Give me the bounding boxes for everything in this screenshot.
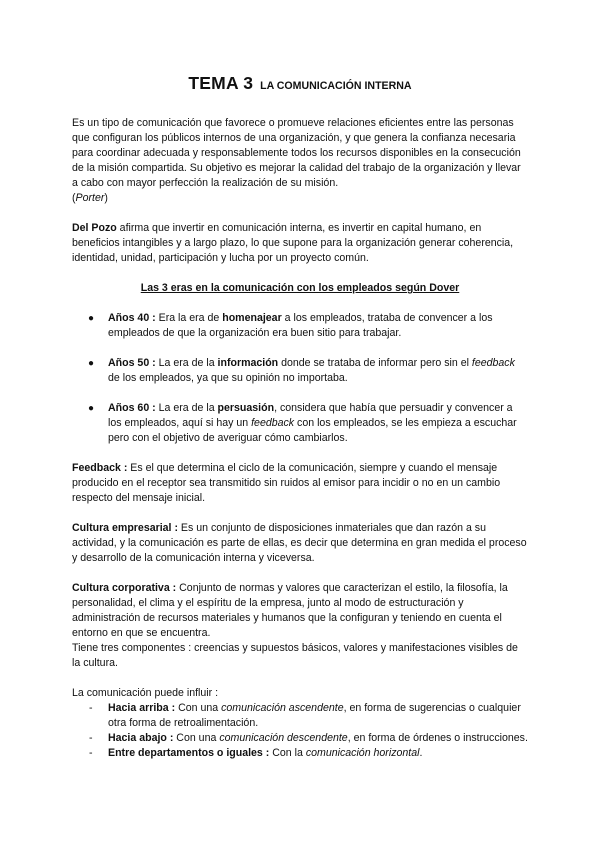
document-page	[72, 72, 528, 761]
list-item	[72, 731, 528, 746]
dash-bullet-icon: -	[89, 747, 93, 759]
era-key: persuasión	[217, 402, 275, 414]
era-text: , considera que había que persuadir y convencer a los empleados, aquí si hay un	[108, 402, 513, 429]
influir-label: Hacia arriba :	[108, 702, 176, 714]
feedback-label: Feedback :	[72, 462, 128, 474]
cite-open: (	[72, 192, 76, 204]
eras-list	[72, 311, 528, 446]
cultura-corporativa-paragraph	[72, 581, 528, 641]
dash-bullet-icon: -	[89, 702, 93, 714]
eras-heading: Las 3 eras en la comunicación con los empleados según Dover	[140, 282, 460, 294]
cite-close: )	[104, 192, 108, 204]
cultura-corporativa-text: Conjunto de normas y valores que caracterizan el estilo, la filosofía, la personalidad, el clima y el espíritu de la empresa, junto al modo de estructuración y administración de recursos materiales y humanos que la configuran y teniendo en cuenta el entorno en que se encuentra.	[72, 582, 508, 639]
era-italic: feedback	[471, 357, 515, 369]
era-text: con los empleados, se les empieza a escuchar pero con el objetivo de averiguar cómo cambiarlos.	[108, 417, 517, 444]
delpozo-name: Del Pozo	[72, 222, 117, 234]
bullet-dot-icon: ●	[88, 313, 95, 324]
influir-intro: La comunicación puede influir :	[72, 687, 219, 699]
era-text: Era la era de	[155, 312, 223, 324]
bullet-dot-icon: ●	[88, 403, 95, 414]
influir-list	[72, 701, 528, 761]
list-item	[72, 311, 528, 341]
cultura-corporativa-label: Cultura corporativa :	[72, 582, 177, 594]
influir-italic: comunicación ascendente	[221, 702, 344, 714]
delpozo-text: afirma que invertir en comunicación interna, es invertir en capital humano, en beneficios intangibles y a largo plazo, lo que supone para la organización generar coherencia, identidad, unidad, participación y lucha por un proyecto común.	[72, 222, 514, 264]
era-text: La era de la	[155, 402, 218, 414]
era-text: de los empleados, ya que su opinión no importaba.	[108, 372, 348, 384]
era-label: Años 40 :	[108, 312, 156, 324]
influir-text: Con una	[175, 702, 222, 714]
influir-text: , en forma de sugerencias o cualquier otra forma de retroalimentación.	[108, 702, 521, 729]
bullet-dot-icon: ●	[88, 358, 95, 369]
list-item	[72, 401, 528, 446]
influir-text: Con una	[173, 732, 220, 744]
intro-paragraph	[72, 116, 528, 206]
era-key: información	[217, 357, 279, 369]
era-label: Años 60 :	[108, 402, 156, 414]
cultura-empresarial-label: Cultura empresarial :	[72, 522, 178, 534]
list-item	[72, 701, 528, 731]
influir-label: Entre departamentos o iguales :	[108, 747, 270, 759]
delpozo-paragraph	[72, 221, 528, 266]
era-text: La era de la	[155, 357, 218, 369]
influir-text: , en forma de órdenes o instrucciones.	[347, 732, 528, 744]
era-key: homenajear	[222, 312, 282, 324]
influir-italic: comunicación horizontal	[305, 747, 420, 759]
era-label: Años 50 :	[108, 357, 156, 369]
feedback-paragraph	[72, 461, 528, 506]
influir-italic: comunicación descendente	[219, 732, 348, 744]
title-main: TEMA 3	[188, 73, 254, 93]
cite-author: Porter	[75, 192, 105, 204]
influir-text: .	[419, 747, 423, 759]
feedback-text: Es el que determina el ciclo de la comunicación, siempre y cuando el mensaje producido en el receptor sea transmitido sin ruidos al emisor para incidir o no en un cambio respecto del mensaje inicial.	[72, 462, 501, 504]
era-text: a los empleados, trataba de convencer a los empleados de que la organización era buen sitio para trabajar.	[108, 312, 493, 339]
era-text: donde se trataba de informar pero sin el	[278, 357, 472, 369]
cultura-empresarial-paragraph	[72, 521, 528, 566]
page-title	[72, 73, 528, 94]
influir-label: Hacia abajo :	[108, 732, 174, 744]
title-sub: LA COMUNICACIÓN INTERNA	[260, 80, 412, 92]
list-item	[72, 356, 528, 386]
influir-text: Con la	[269, 747, 306, 759]
dash-bullet-icon: -	[89, 732, 93, 744]
cultura-empresarial-text: Es un conjunto de disposiciones inmateriales que dan razón a su actividad, y la comunicación es parte de ellas, es decir que determina en gran medida el proceso y desarrollo de la comunicación interna y viceversa.	[72, 522, 527, 564]
intro-text: Es un tipo de comunicación que favorece o promueve relaciones eficientes entre las personas que configuran los públicos internos de una organización, y que genera la confianza necesaria para coordinar adecuada y responsablemente todos los recursos disponibles en la consecución de la misión compartida. Su objetivo es mejorar la calidad del trabajo de la organización y llevar a cabo con mayor perfección la realización de su misión.	[72, 117, 521, 189]
list-item	[72, 746, 528, 761]
components-paragraph: Tiene tres componentes : creencias y supuestos básicos, valores y manifestaciones visibles de la cultura.	[72, 642, 518, 669]
era-italic: feedback	[251, 417, 295, 429]
